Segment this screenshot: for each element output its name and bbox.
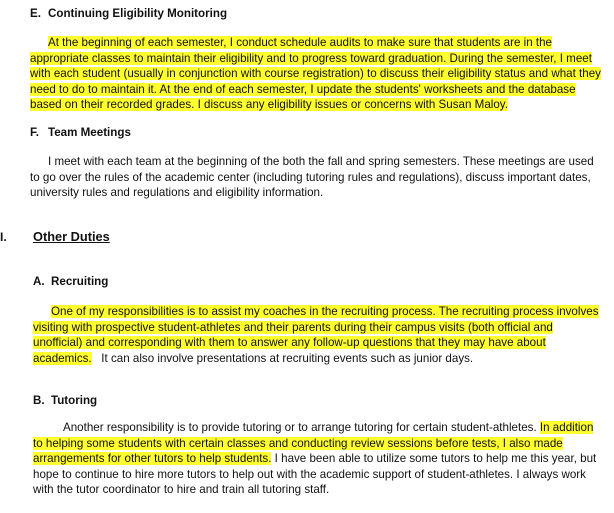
section-a-title: Recruiting — [51, 275, 109, 288]
section-f-body — [30, 154, 605, 201]
section-e-body — [30, 35, 605, 113]
section-f-letter: F. — [30, 126, 40, 139]
section-a-body — [33, 304, 605, 366]
section-e-title: Continuing Eligibility Monitoring — [48, 7, 228, 20]
section-b-title: Tutoring — [51, 394, 98, 407]
part-title: Other Duties — [33, 229, 110, 244]
section-e-heading — [30, 6, 227, 22]
section-a-heading — [33, 274, 108, 290]
section-a-letter: A. — [33, 275, 45, 288]
section-a-rest: It can also involve presentations at recruiting events such as junior days. — [91, 351, 474, 365]
section-e-letter: E. — [30, 7, 41, 20]
section-b-start: Another responsibility is to provide tutoring or to arrange tutoring for certain student-athletes. — [63, 421, 537, 434]
section-b-letter: B. — [33, 394, 45, 407]
section-e-highlight: At the beginning of each semester, I conduct schedule audits to make sure that students are in the appropriate classes to maintain their eligibility and to progress toward graduation. During the semester, I meet with each student (usually in conjunction with course registration) to discuss their eligibility status and what they need to do to maintain it. At the end of each semester, I update the students' worksheets and the database based on their recorded grades. I discuss any eligibility issues or concerns with Susan Maloy. — [30, 36, 601, 111]
part-numeral: I. — [0, 230, 7, 244]
section-f-text: I meet with each team at the beginning of the both the fall and spring semesters. These meetings are used to go over the rules of the academic center (including tutoring rules and regulations), discuss important dates, university rules and regulations and eligibility information. — [30, 155, 594, 199]
section-b-highlight: In addition to helping some students with certain classes and conducting review sessions before tests, I also made arrangements for other tutors to help students. — [33, 421, 594, 465]
section-f-title: Team Meetings — [48, 126, 131, 139]
section-b-body — [33, 420, 605, 498]
section-b-heading — [33, 393, 97, 409]
section-f-heading — [30, 125, 131, 141]
section-b-rest: I have been able to utilize some tutors to help me this year, but hope to continue to hire more tutors to help out with the academic support of student-athletes. I always work with the tutor coordinator to hire and train all tutoring staff. — [33, 452, 597, 496]
section-a-highlight: One of my responsibilities is to assist my coaches in the recruiting process. The recruiting process involves visiting with prospective student-athletes and their parents during their campus visits (both official and unofficial) and corresponding with them to answer any follow-up questions that they may have about academics. — [33, 305, 599, 365]
